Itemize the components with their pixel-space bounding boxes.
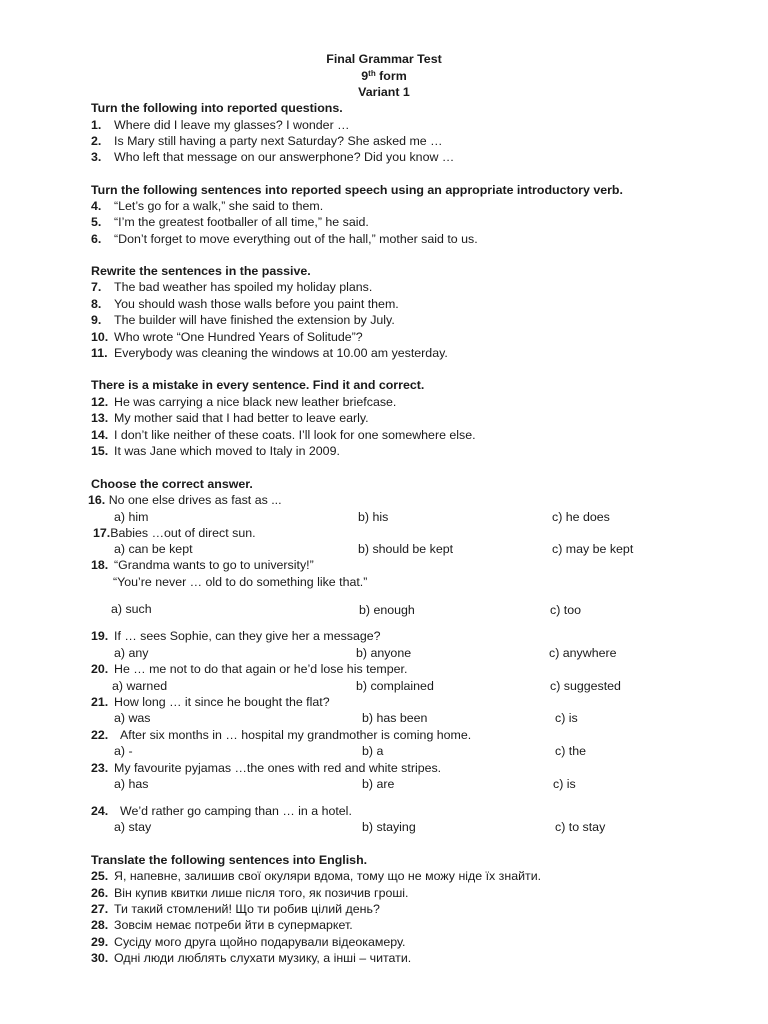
question-18 [91,557,314,573]
question-text: The builder will have finished the extension by July. [114,313,395,327]
variant-label: Variant 1 [358,85,410,99]
question-number: 19. [91,629,109,643]
question-number: 16. [88,493,106,507]
question-text: Ти такий стомлений! Що ти робив цілий день? [114,902,380,916]
option-c: c) anywhere [549,646,617,660]
question-text: After six months in … hospital my grandmother is coming home. [120,728,472,742]
form-word: form [375,68,407,83]
test-title: Final Grammar Test [326,52,442,66]
question-number: 12. [91,395,109,409]
option-a: a) stay [114,820,152,834]
option-c: c) may be kept [552,542,634,556]
question-25 [91,868,541,884]
question-text: You should wash those walls before you paint them. [114,297,399,311]
question-5 [91,214,369,230]
question-28 [91,917,353,933]
section-heading: There is a mistake in every sentence. Find it and correct. [91,378,425,392]
question-30 [91,950,411,966]
option-c: c) is [553,777,576,791]
question-number: 22. [91,728,109,742]
option-c: c) to stay [555,820,606,834]
question-number: 13. [91,411,109,425]
question-7 [91,279,372,295]
question-number: 3. [91,150,102,164]
question-1 [91,117,350,133]
question-number: 26. [91,886,109,900]
question-number: 24. [91,804,109,818]
question-number: 6. [91,232,102,246]
question-number: 25. [91,869,109,883]
question-number: 8. [91,297,102,311]
option-b: b) staying [362,820,416,834]
form-number: 9 [361,68,369,83]
question-text: No one else drives as fast as ... [108,493,282,507]
question-text: He … me not to do that again or he’d lose his temper. [114,662,408,676]
question-text: Who wrote “One Hundred Years of Solitude”? [114,330,363,344]
option-a: a) warned [112,679,168,693]
form-label [0,68,768,85]
option-b: b) should be kept [358,542,454,556]
option-a: a) any [114,646,149,660]
question-26 [91,885,409,901]
question-text: “I’m the greatest footballer of all time,” he said. [114,215,369,229]
question-17 [93,525,256,541]
section-heading: Turn the following sentences into reported speech using an appropriate introductory verb. [91,183,623,197]
question-number: 11. [91,346,108,360]
question-text: It was Jane which moved to Italy in 2009. [114,444,340,458]
option-a: a) can be kept [114,542,193,556]
option-b: b) enough [359,603,415,617]
question-13 [91,410,369,426]
question-number: 2. [91,134,102,148]
question-number: 21. [91,695,109,709]
question-text: Я, напевне, залишив свої окуляри вдома, тому що не можу ніде їх знайти. [114,869,542,883]
question-number: 7. [91,280,102,294]
question-number: 9. [91,313,102,327]
question-text: Who left that message on our answerphone? Did you know … [114,150,455,164]
question-number: 5. [91,215,102,229]
section-heading: Choose the correct answer. [91,477,253,491]
question-text: If … sees Sophie, can they give her a message? [114,629,381,643]
question-29 [91,934,405,950]
question-text: Is Mary still having a party next Saturday? She asked me … [114,134,443,148]
question-22 [91,727,471,743]
option-b: b) anyone [356,646,412,660]
section-heading: Turn the following into reported questions. [91,101,343,115]
option-c: c) suggested [550,679,621,693]
question-text: My favourite pyjamas …the ones with red and white stripes. [114,761,442,775]
option-a: a) him [114,510,149,524]
question-text: I don’t like neither of these coats. I’ll look for one somewhere else. [114,428,476,442]
question-text: My mother said that I had better to leave early. [114,411,369,425]
option-a: a) such [111,602,152,616]
section-heading: Translate the following sentences into English. [91,853,368,867]
question-10 [91,329,363,345]
option-b: b) has been [362,711,428,725]
question-number: 10. [91,330,109,344]
question-19 [91,628,381,644]
option-b: b) complained [356,679,434,693]
question-8 [91,296,399,312]
question-11 [91,345,448,361]
question-text: “Let’s go for a walk,” she said to them. [114,199,324,213]
form-suffix: th [368,68,376,78]
option-a: a) has [114,777,149,791]
question-text: Одні люди люблять слухати музику, а інші – читати. [114,951,412,965]
option-c: c) too [550,603,581,617]
question-number: 4. [91,199,102,213]
question-3 [91,149,454,165]
option-a: a) - [114,744,133,758]
option-b: b) his [358,510,389,524]
question-text: The bad weather has spoiled my holiday plans. [114,280,373,294]
question-text: Зовсім немає потреби йти в супермаркет. [114,918,353,932]
question-text: We’d rather go camping than … in a hotel. [120,804,352,818]
question-12 [91,394,396,410]
question-18-line-2: “You’re never … old to do something like that.” [113,575,368,589]
question-24 [91,803,352,819]
question-4 [91,198,323,214]
question-number: 1. [91,118,102,132]
question-15 [91,443,340,459]
question-number: 14. [91,428,109,442]
question-number: 23. [91,761,109,775]
question-text: Сусіду мого друга щойно подарували відеокамеру. [114,935,406,949]
question-number: 27. [91,902,109,916]
question-number: 28. [91,918,109,932]
question-text: Babies …out of direct sun. [110,526,256,540]
option-b: b) are [362,777,395,791]
question-number: 30. [91,951,109,965]
section-heading: Rewrite the sentences in the passive. [91,264,311,278]
question-14 [91,427,476,443]
question-27 [91,901,380,917]
question-21 [91,694,330,710]
question-text: Where did I leave my glasses? I wonder … [114,118,350,132]
option-b: b) a [362,744,384,758]
option-c: c) the [555,744,586,758]
question-9 [91,312,395,328]
document-header [0,51,768,101]
option-c: c) he does [552,510,610,524]
question-text: Everybody was cleaning the windows at 10.00 am yesterday. [114,346,448,360]
question-text: “Don’t forget to move everything out of the hall,” mother said to us. [114,232,478,246]
question-text: He was carrying a nice black new leather briefcase. [114,395,397,409]
question-20 [91,661,407,677]
question-number: 15. [91,444,109,458]
question-number: 20. [91,662,109,676]
question-23 [91,760,441,776]
question-number: 18. [91,558,109,572]
option-c: c) is [555,711,578,725]
question-text: “Grandma wants to go to university!” [114,558,314,572]
question-2 [91,133,443,149]
question-text: How long … it since he bought the flat? [114,695,330,709]
question-16 [88,492,282,508]
question-number: 29. [91,935,109,949]
option-a: a) was [114,711,151,725]
question-text: Він купив квитки лише після того, як позичив гроші. [114,886,409,900]
question-6 [91,231,478,247]
question-number: 17. [93,526,111,540]
